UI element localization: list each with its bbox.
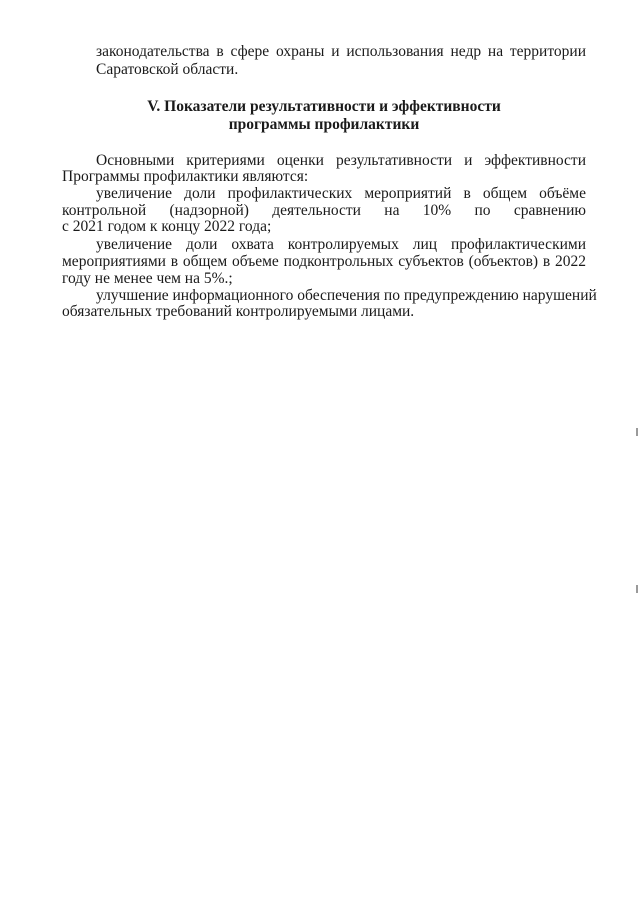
section-title-line-1: V. Показатели результативности и эффективности bbox=[147, 98, 501, 115]
body-line-2: Программы профилактики являются: bbox=[62, 168, 309, 185]
body-line-8: году не менее чем на 5%.; bbox=[62, 270, 233, 287]
body-line-9: улучшение информационного обеспечения по предупреждению нарушений bbox=[96, 287, 597, 304]
body-line-10: обязательных требований контролируемыми лицами. bbox=[62, 303, 415, 320]
scan-edge-mark bbox=[636, 585, 638, 593]
body-line-7: мероприятиями в общем объеме подконтрольных субъектов (объектов) в 2022 bbox=[62, 253, 586, 270]
body-line-1: Основными критериями оценки результативности и эффективности bbox=[96, 152, 586, 169]
body-line-3: увеличение доли профилактических мероприятий в общем объёме bbox=[96, 185, 586, 202]
intro-line-1: законодательства в сфере охраны и использования недр на территории bbox=[96, 43, 586, 60]
body-line-5: с 2021 годом к концу 2022 года; bbox=[62, 218, 272, 235]
scan-edge-mark bbox=[636, 428, 638, 436]
body-line-6: увеличение доли охвата контролируемых лиц профилактическими bbox=[96, 236, 586, 253]
intro-line-2: Саратовской области. bbox=[96, 61, 239, 78]
section-title-line-2: программы профилактики bbox=[228, 116, 420, 133]
body-line-4: контрольной (надзорной) деятельности на 10% по сравнению bbox=[62, 202, 586, 219]
